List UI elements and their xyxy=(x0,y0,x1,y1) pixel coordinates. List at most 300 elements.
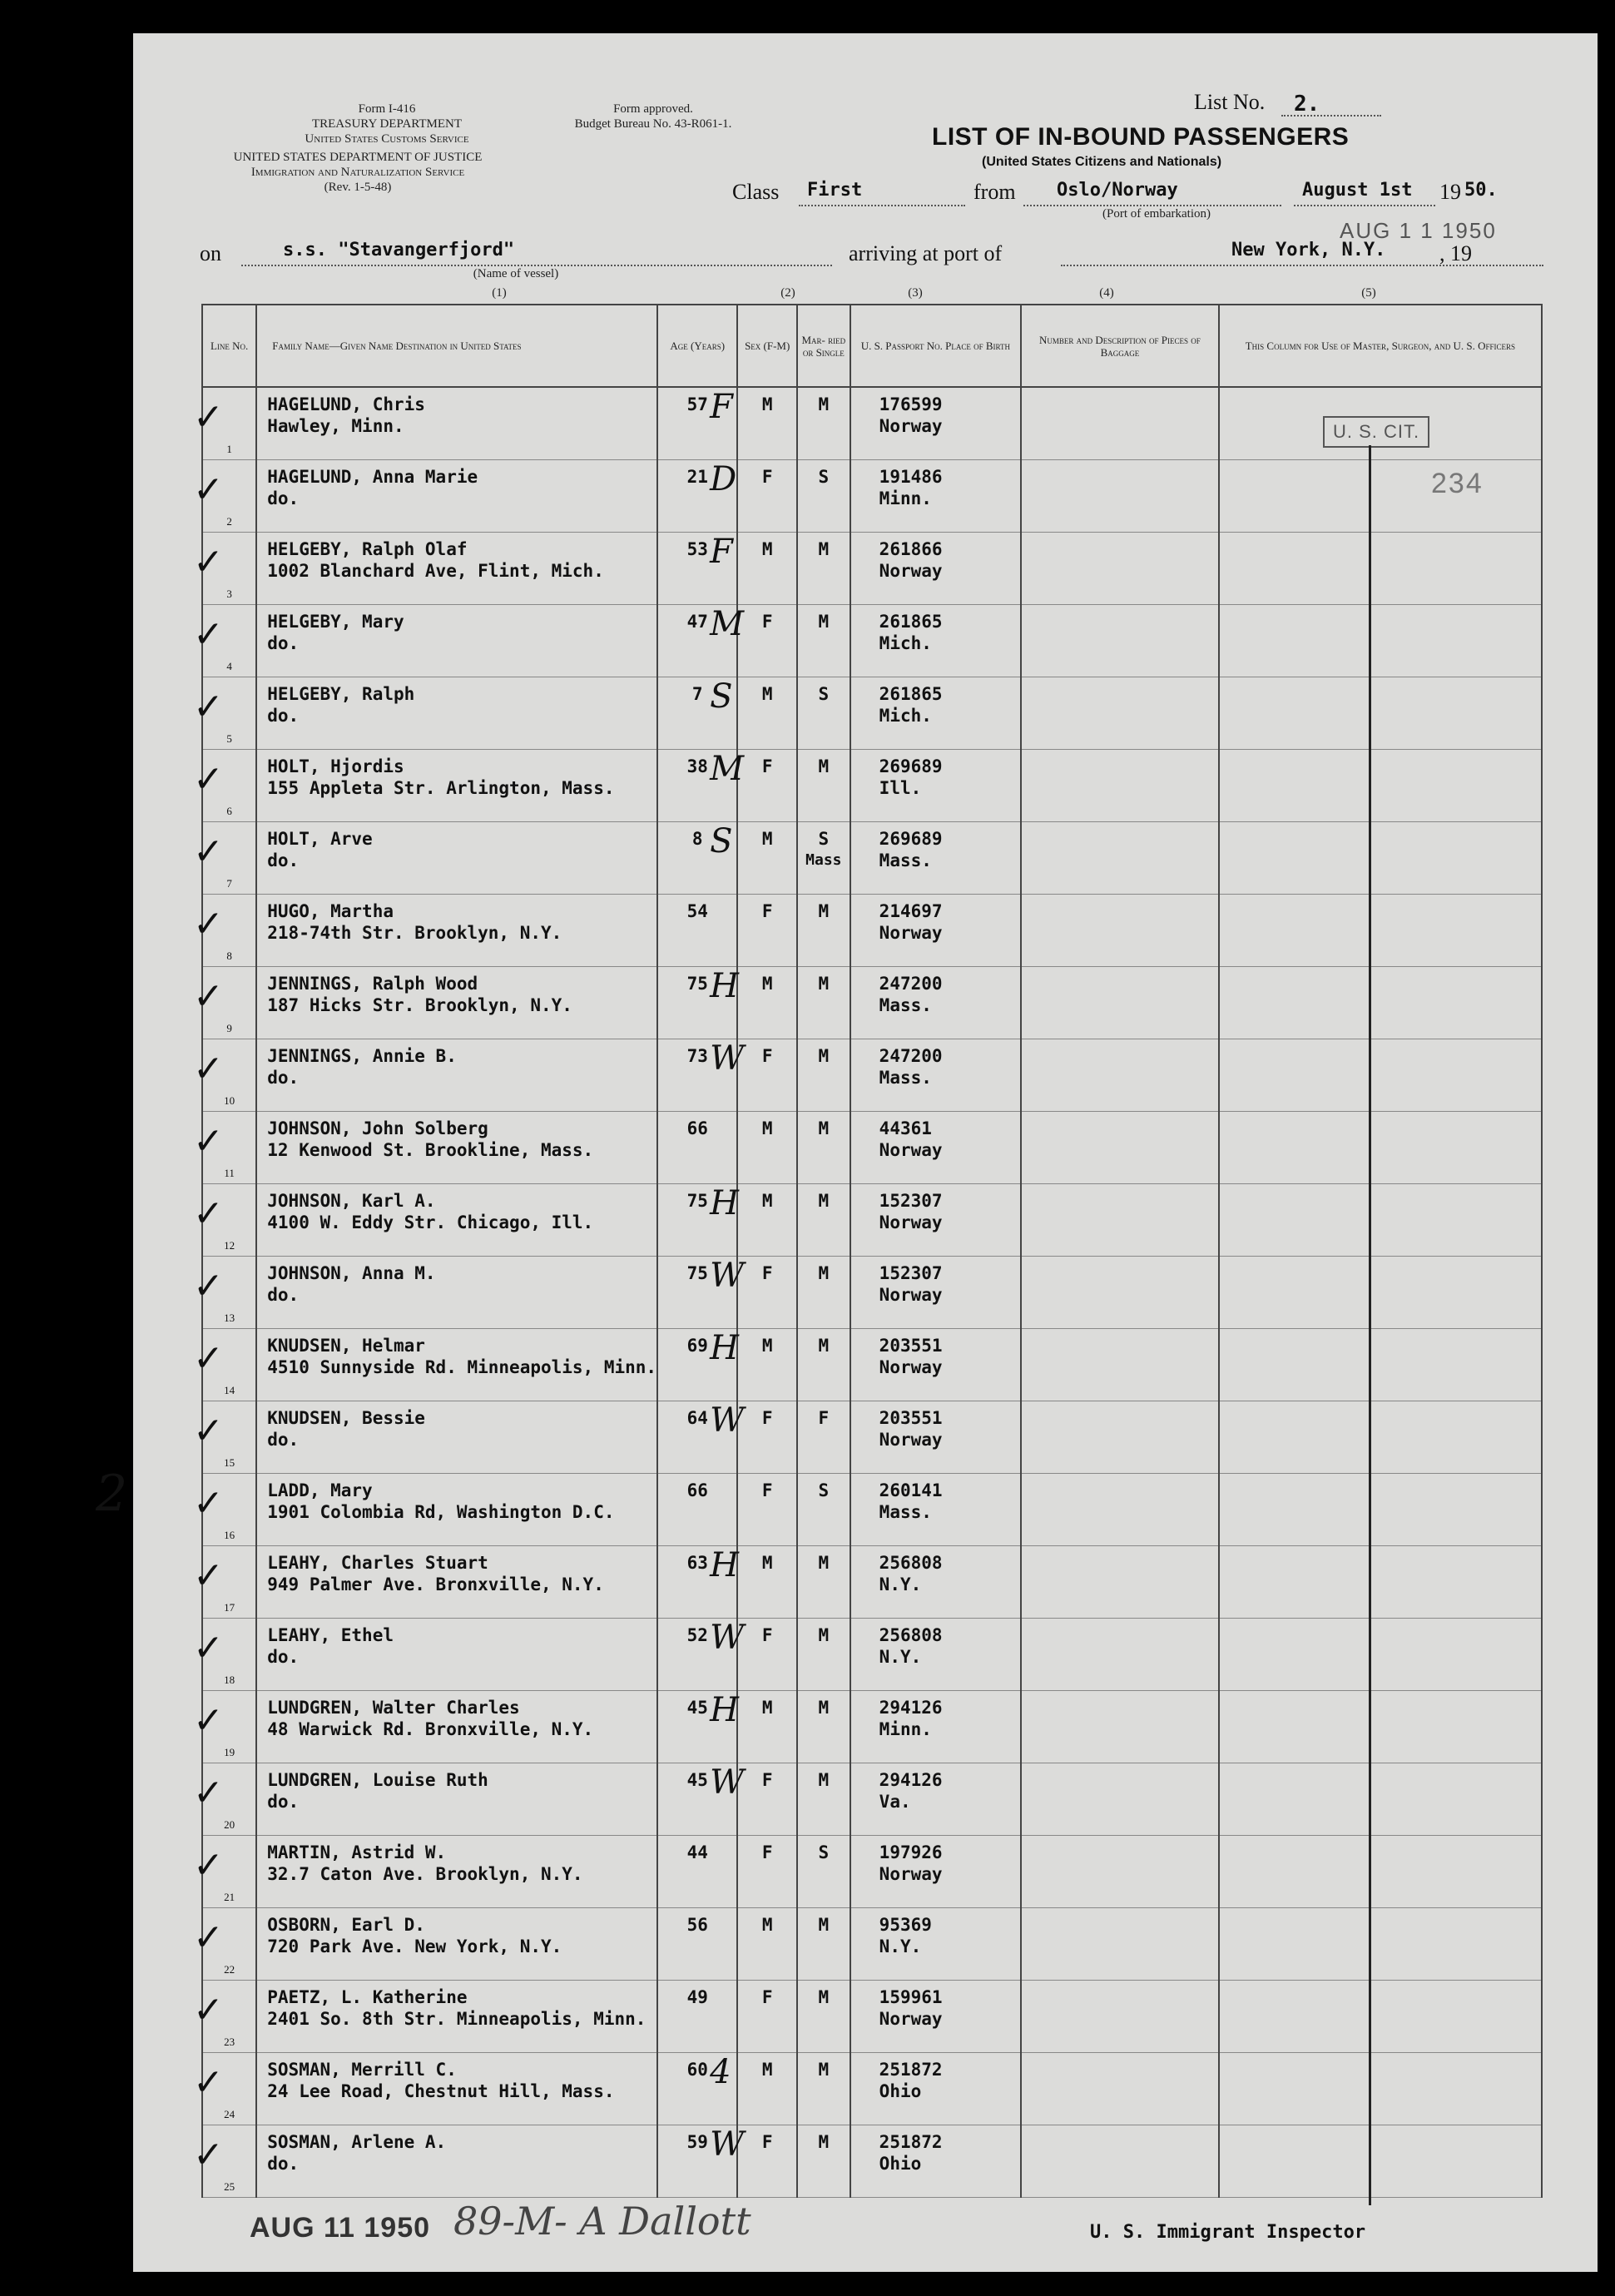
marital-cell xyxy=(797,1474,850,1546)
passenger-name: KNUDSEN, Bessie xyxy=(267,1408,425,1428)
sex-cell xyxy=(737,460,797,533)
passenger-sex: M xyxy=(761,1191,773,1211)
age-cell xyxy=(657,1401,745,1474)
passport-cell xyxy=(850,1112,1021,1184)
birth-place: N.Y. xyxy=(879,1647,922,1667)
passport-number: 176599 xyxy=(879,394,943,414)
passenger-age: 21 xyxy=(686,467,708,487)
baggage-cell xyxy=(1021,387,1219,460)
handwritten-mark: W xyxy=(710,1763,745,1802)
officer-cell xyxy=(1219,1763,1542,1836)
table-row xyxy=(202,2125,1542,2198)
passenger-marital: M xyxy=(818,2060,830,2080)
line-cell xyxy=(193,1401,256,1474)
passenger-age: 45 xyxy=(686,1698,708,1718)
line-number: 20 xyxy=(224,1818,235,1831)
check-mark: ✓ xyxy=(193,1699,224,1742)
passport-number: 256808 xyxy=(879,1553,943,1573)
margin-mark: 2 xyxy=(96,1465,128,1523)
passport-cell xyxy=(850,1329,1021,1401)
baggage-cell xyxy=(1021,677,1219,750)
line-cell xyxy=(193,1836,256,1908)
passenger-name: MARTIN, Astrid W. xyxy=(267,1842,447,1862)
passport-cell xyxy=(850,967,1021,1039)
line-cell xyxy=(193,533,256,605)
line-number: 5 xyxy=(226,732,232,745)
passenger-sex: F xyxy=(761,901,773,921)
col-number-2: (2) xyxy=(780,286,795,300)
passenger-marital: M xyxy=(818,2132,830,2152)
treasury-department: TREASURY DEPARTMENT xyxy=(311,117,463,131)
passenger-marital: S xyxy=(818,467,830,487)
baggage-cell xyxy=(1021,1329,1219,1401)
passenger-destination: 1901 Colombia Rd, Washington D.C. xyxy=(267,1502,615,1522)
handwritten-mark: H xyxy=(710,1691,739,1729)
sex-cell xyxy=(737,967,797,1039)
marital-cell xyxy=(797,750,850,822)
passenger-age: 75 xyxy=(686,974,708,994)
check-mark: ✓ xyxy=(193,1989,224,2031)
passenger-name: HUGO, Martha xyxy=(267,901,394,921)
sex-cell xyxy=(737,1763,797,1836)
passenger-sex: M xyxy=(761,829,773,849)
line-number: 10 xyxy=(224,1094,235,1107)
handwritten-mark: H xyxy=(710,1329,739,1367)
sex-cell xyxy=(737,1474,797,1546)
passport-cell xyxy=(850,533,1021,605)
passenger-name: SOSMAN, Merrill C. xyxy=(267,2060,457,2080)
passenger-manifest-page xyxy=(96,33,1598,2272)
age-cell xyxy=(657,750,745,822)
handwritten-mark: W xyxy=(710,1257,745,1295)
passenger-name: JOHNSON, Anna M. xyxy=(267,1263,436,1283)
passenger-sex: F xyxy=(761,1842,773,1862)
birth-place: Norway xyxy=(879,923,943,943)
table-row xyxy=(202,460,1542,533)
handwritten-mark: F xyxy=(710,388,733,426)
name-cell xyxy=(256,1112,657,1184)
baggage-cell xyxy=(1021,2053,1219,2125)
officer-cell xyxy=(1219,1981,1542,2053)
line-number: 19 xyxy=(224,1746,235,1758)
vessel-name: s.s. "Stavangerfjord" xyxy=(283,240,515,260)
line-cell xyxy=(193,1112,256,1184)
footer-signature: 89-M- A Dallott xyxy=(453,2199,751,2244)
check-mark: ✓ xyxy=(193,903,224,945)
passport-number: 261866 xyxy=(879,539,943,559)
marital-cell xyxy=(797,1112,850,1184)
passport-cell xyxy=(850,677,1021,750)
passenger-destination: Hawley, Minn. xyxy=(267,416,404,436)
passenger-sex: F xyxy=(761,1770,773,1790)
passport-number: 95369 xyxy=(879,1915,932,1935)
form-number: Form I-416 xyxy=(358,102,416,116)
passport-number: 159961 xyxy=(879,1987,943,2007)
check-mark: ✓ xyxy=(193,541,224,583)
passenger-marital: M xyxy=(818,1698,830,1718)
sex-cell xyxy=(737,1546,797,1619)
customs-service: United States Customs Service xyxy=(305,132,469,146)
passport-cell xyxy=(850,895,1021,967)
name-cell xyxy=(256,1836,657,1908)
passport-number: 251872 xyxy=(879,2132,943,2152)
passenger-age: 73 xyxy=(686,1046,708,1066)
sex-cell xyxy=(737,1401,797,1474)
line-number: 3 xyxy=(226,588,232,600)
birth-place: Mass. xyxy=(879,995,932,1015)
table-row xyxy=(202,1474,1542,1546)
birth-place: Norway xyxy=(879,416,943,436)
table-row xyxy=(202,2053,1542,2125)
birth-place: Mass. xyxy=(879,1502,932,1522)
line-number: 8 xyxy=(226,950,232,962)
check-mark: ✓ xyxy=(193,1482,224,1525)
passenger-sex: M xyxy=(761,1915,773,1935)
passenger-age: 38 xyxy=(686,756,708,776)
line-cell xyxy=(193,2053,256,2125)
passenger-name: HELGEBY, Ralph Olaf xyxy=(267,539,468,559)
passenger-name: LUNDGREN, Louise Ruth xyxy=(267,1770,488,1790)
line-number: 7 xyxy=(226,877,232,890)
passenger-marital: M xyxy=(818,1263,830,1283)
check-mark: ✓ xyxy=(193,1917,224,1959)
passenger-age: 54 xyxy=(686,901,708,921)
handwritten-mark: W xyxy=(710,1039,745,1078)
passenger-name: HELGEBY, Mary xyxy=(267,612,404,632)
officer-cell xyxy=(1219,1474,1542,1546)
passenger-destination: do. xyxy=(267,633,300,653)
name-cell xyxy=(256,1039,657,1112)
passenger-destination: 218-74th Str. Brooklyn, N.Y. xyxy=(267,923,562,943)
passport-cell xyxy=(850,1836,1021,1908)
vessel-caption: (Name of vessel) xyxy=(473,267,559,280)
marital-cell xyxy=(797,1836,850,1908)
year-prefix: 19 xyxy=(1439,180,1461,204)
baggage-cell xyxy=(1021,1691,1219,1763)
date-value: August 1st xyxy=(1302,180,1413,201)
line-number: 1 xyxy=(226,443,232,455)
passport-number: 247200 xyxy=(879,1046,943,1066)
revision: (Rev. 1-5-48) xyxy=(324,181,392,194)
age-cell xyxy=(657,1039,745,1112)
passenger-sex: M xyxy=(761,539,773,559)
line-cell xyxy=(193,1546,256,1619)
name-cell xyxy=(256,1763,657,1836)
name-cell xyxy=(256,750,657,822)
passport-cell xyxy=(850,1184,1021,1257)
check-mark: ✓ xyxy=(193,1193,224,1235)
officer-cell xyxy=(1219,1908,1542,1981)
passport-cell xyxy=(850,387,1021,460)
passport-cell xyxy=(850,1981,1021,2053)
officer-cell xyxy=(1219,1401,1542,1474)
line-cell xyxy=(193,967,256,1039)
passenger-name: KNUDSEN, Helmar xyxy=(267,1336,425,1356)
age-cell xyxy=(657,1112,737,1184)
passport-number: 260141 xyxy=(879,1480,943,1500)
table-row xyxy=(202,1329,1542,1401)
passenger-sex: F xyxy=(761,1046,773,1066)
passenger-name: JENNINGS, Ralph Wood xyxy=(267,974,478,994)
name-cell xyxy=(256,533,657,605)
table-row xyxy=(202,1184,1542,1257)
age-cell xyxy=(657,677,737,750)
officer-cell xyxy=(1219,1619,1542,1691)
passenger-destination: do. xyxy=(267,2154,300,2174)
passenger-age: 47 xyxy=(686,612,708,632)
officer-cell xyxy=(1219,967,1542,1039)
line-number: 16 xyxy=(224,1529,235,1541)
line-number: 22 xyxy=(224,1963,235,1976)
sex-cell xyxy=(737,1908,797,1981)
passenger-destination: 4100 W. Eddy Str. Chicago, Ill. xyxy=(267,1212,594,1232)
baggage-cell xyxy=(1021,1763,1219,1836)
passenger-marital: M xyxy=(818,756,830,776)
line-cell xyxy=(193,1039,256,1112)
passenger-sex: F xyxy=(761,1480,773,1500)
birth-place: Ohio xyxy=(879,2154,922,2174)
baggage-cell xyxy=(1021,1184,1219,1257)
passenger-marital: M xyxy=(818,1915,830,1935)
check-mark: ✓ xyxy=(193,1048,224,1090)
age-cell xyxy=(657,895,737,967)
passenger-sex: M xyxy=(761,684,773,704)
line-cell xyxy=(193,387,256,460)
passenger-sex: M xyxy=(761,2060,773,2080)
passenger-sex: F xyxy=(761,467,773,487)
age-cell xyxy=(657,1257,745,1329)
name-cell xyxy=(256,387,657,460)
sex-cell xyxy=(737,1619,797,1691)
passenger-name: PAETZ, L. Katherine xyxy=(267,1987,468,2007)
birth-place: Minn. xyxy=(879,488,932,508)
passenger-age: 56 xyxy=(686,1915,708,1935)
passport-cell xyxy=(850,1619,1021,1691)
age-cell xyxy=(657,1836,737,1908)
check-mark: ✓ xyxy=(193,1265,224,1307)
page-subtitle: (United States Citizens and Nationals) xyxy=(982,155,1222,169)
baggage-cell xyxy=(1021,1836,1219,1908)
age-cell xyxy=(657,1474,737,1546)
passenger-destination: do. xyxy=(267,1430,300,1450)
marital-cell xyxy=(797,822,850,895)
line-number: 21 xyxy=(224,1891,235,1903)
passenger-table xyxy=(193,304,1543,2198)
handwritten-mark: W xyxy=(710,2125,745,2164)
passenger-age: 63 xyxy=(686,1553,708,1573)
check-mark: ✓ xyxy=(193,469,224,511)
passenger-age: 64 xyxy=(686,1408,708,1428)
form-header-justice xyxy=(200,150,516,195)
line-number: 12 xyxy=(224,1239,235,1252)
check-mark: ✓ xyxy=(193,396,224,439)
line-cell xyxy=(193,460,256,533)
age-cell xyxy=(657,1619,745,1691)
marital-cell xyxy=(797,605,850,677)
passenger-sex: F xyxy=(761,1625,773,1645)
col-header-baggage: Number and Description of Pieces of Baggage xyxy=(1021,305,1219,387)
handwritten-mark: H xyxy=(710,1184,739,1222)
line-number: 25 xyxy=(224,2180,235,2193)
line-number: 9 xyxy=(226,1022,232,1034)
passport-number: 214697 xyxy=(879,901,943,921)
officer-cell xyxy=(1219,1039,1542,1112)
passenger-age: 66 xyxy=(686,1480,708,1500)
handwritten-mark: D xyxy=(710,460,737,498)
passport-number: 269689 xyxy=(879,829,943,849)
passport-cell xyxy=(850,1039,1021,1112)
passport-number: 261865 xyxy=(879,684,943,704)
check-mark: ✓ xyxy=(193,1120,224,1163)
col-number-3: (3) xyxy=(908,286,923,300)
passport-number: 203551 xyxy=(879,1408,943,1428)
passport-cell xyxy=(850,2053,1021,2125)
arrival-date-stamp: AUG 1 1 1950 xyxy=(1340,218,1497,243)
sex-cell xyxy=(737,1691,797,1763)
class-value: First xyxy=(807,180,863,201)
col-header-name: Family Name—Given Name Destination in United States xyxy=(256,305,657,387)
passenger-sex: F xyxy=(761,1263,773,1283)
age-cell xyxy=(657,1763,745,1836)
baggage-cell xyxy=(1021,750,1219,822)
sex-cell xyxy=(737,1257,797,1329)
officer-cell xyxy=(1219,1691,1542,1763)
marital-cell xyxy=(797,1184,850,1257)
sex-cell xyxy=(737,1836,797,1908)
passenger-marital: M xyxy=(818,1191,830,1211)
marital-cell xyxy=(797,460,850,533)
officer-cell xyxy=(1219,1112,1542,1184)
date-underline xyxy=(1294,205,1435,206)
check-mark: ✓ xyxy=(193,831,224,873)
passport-cell xyxy=(850,1257,1021,1329)
list-number-underline xyxy=(1281,115,1381,117)
passenger-sex: M xyxy=(761,1553,773,1573)
marital-cell xyxy=(797,967,850,1039)
baggage-cell xyxy=(1021,533,1219,605)
check-mark: ✓ xyxy=(193,1410,224,1452)
col-number-1: (1) xyxy=(492,286,507,300)
age-cell xyxy=(657,967,737,1039)
table-row xyxy=(202,1981,1542,2053)
passenger-name: SOSMAN, Arlene A. xyxy=(267,2132,447,2152)
passenger-marital: S xyxy=(818,684,830,704)
passenger-marital: S xyxy=(818,1842,830,1862)
passenger-sex: F xyxy=(761,612,773,632)
baggage-cell xyxy=(1021,1908,1219,1981)
col-number-4: (4) xyxy=(1099,286,1114,300)
passport-cell xyxy=(850,1546,1021,1619)
justice-department: UNITED STATES DEPARTMENT OF JUSTICE xyxy=(233,151,483,164)
passenger-age: 7 xyxy=(691,684,703,704)
baggage-cell xyxy=(1021,1401,1219,1474)
line-number: 24 xyxy=(224,2108,235,2120)
on-label: on xyxy=(200,241,221,265)
birth-place: Norway xyxy=(879,2009,943,2029)
sex-cell xyxy=(737,1112,797,1184)
baggage-cell xyxy=(1021,1474,1219,1546)
age-cell xyxy=(657,1546,737,1619)
marital-cell xyxy=(797,387,850,460)
passenger-marital: M xyxy=(818,1553,830,1573)
passport-number: 294126 xyxy=(879,1770,943,1790)
form-approved-text: Form approved. xyxy=(613,102,693,116)
passenger-destination: do. xyxy=(267,1647,300,1667)
check-mark: ✓ xyxy=(193,2134,224,2176)
officer-cell xyxy=(1219,1546,1542,1619)
name-cell xyxy=(256,1257,657,1329)
form-header-treasury xyxy=(291,102,483,146)
baggage-cell xyxy=(1021,822,1219,895)
col-header-sex: Sex (F-M) xyxy=(737,305,797,387)
name-cell xyxy=(256,1908,657,1981)
passenger-marital: M xyxy=(818,974,830,994)
line-cell xyxy=(193,822,256,895)
marital-cell xyxy=(797,2125,850,2198)
page-title: LIST OF IN-BOUND PASSENGERS xyxy=(932,123,1350,151)
name-cell xyxy=(256,1474,657,1546)
passport-cell xyxy=(850,1691,1021,1763)
baggage-cell xyxy=(1021,895,1219,967)
check-mark: ✓ xyxy=(193,1627,224,1669)
table-row xyxy=(202,1619,1542,1691)
birth-place: Ill. xyxy=(879,778,922,798)
officer-cell xyxy=(1219,1329,1542,1401)
marital-cell xyxy=(797,1908,850,1981)
passenger-destination: do. xyxy=(267,488,300,508)
handwritten-mark: S xyxy=(710,677,733,716)
name-cell xyxy=(256,2053,657,2125)
passenger-marital: S xyxy=(818,829,830,849)
handwritten-mark: 4 xyxy=(710,2053,731,2091)
birth-place: Mass. xyxy=(879,1068,932,1088)
from-label: from xyxy=(973,180,1016,204)
passport-cell xyxy=(850,1474,1021,1546)
list-number-value: 2. xyxy=(1294,92,1320,117)
line-number: 4 xyxy=(226,660,232,672)
passenger-marital: M xyxy=(818,901,830,921)
passport-number: 152307 xyxy=(879,1191,943,1211)
passenger-age: 49 xyxy=(686,1987,708,2007)
name-cell xyxy=(256,822,657,895)
passenger-sex: F xyxy=(761,2132,773,2152)
table-header-row xyxy=(202,305,1542,387)
sex-cell xyxy=(737,1039,797,1112)
line-number: 14 xyxy=(224,1384,235,1396)
passport-cell xyxy=(850,1763,1021,1836)
birth-place: Norway xyxy=(879,1212,943,1232)
passport-number: 269689 xyxy=(879,756,943,776)
birth-place: Mass. xyxy=(879,850,932,870)
handwritten-mark: H xyxy=(710,967,739,1005)
officer-cell xyxy=(1219,750,1542,822)
handwritten-mark: H xyxy=(710,1546,739,1584)
passenger-sex: F xyxy=(761,756,773,776)
marital-cell xyxy=(797,1401,850,1474)
line-number: 18 xyxy=(224,1674,235,1686)
line-number: 2 xyxy=(226,515,232,528)
passenger-marital: M xyxy=(818,1625,830,1645)
passenger-marital: M xyxy=(818,1987,830,2007)
birth-place: Norway xyxy=(879,1285,943,1305)
age-cell xyxy=(657,387,737,460)
passenger-destination: 949 Palmer Ave. Bronxville, N.Y. xyxy=(267,1574,604,1594)
birth-place: Norway xyxy=(879,1864,943,1884)
officer-cell xyxy=(1219,2053,1542,2125)
age-cell xyxy=(657,533,737,605)
name-cell xyxy=(256,967,657,1039)
name-cell xyxy=(256,1401,657,1474)
